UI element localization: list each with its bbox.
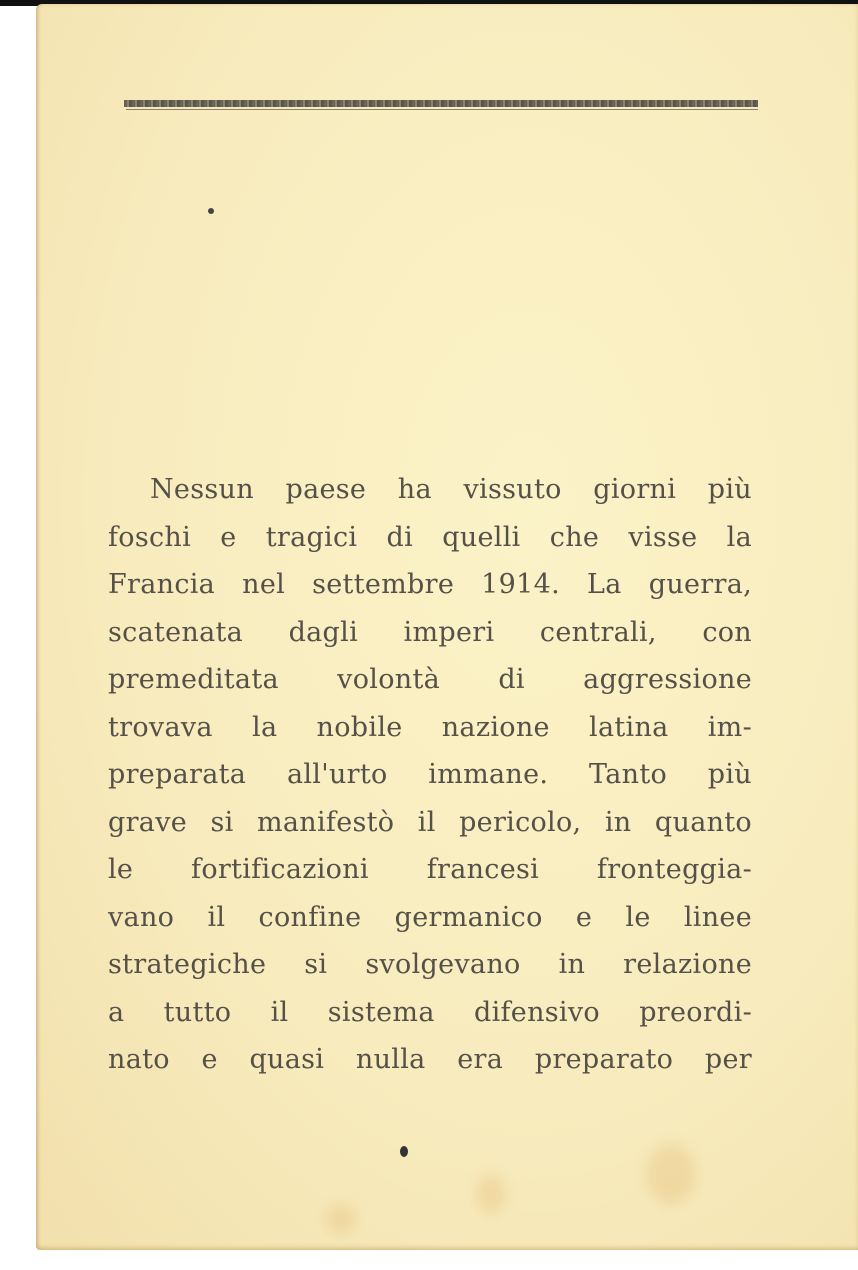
paper-stain xyxy=(326,1204,356,1234)
text-line: nato e quasi nulla era preparato per xyxy=(108,1044,752,1075)
paper-stain xyxy=(646,1144,696,1204)
text-line: Francia nel settembre 1914. La guerra, xyxy=(108,569,752,600)
text-line: strategiche si svolgevano in relazione xyxy=(108,949,752,980)
ink-speck xyxy=(400,1146,408,1157)
paper-stain xyxy=(476,1174,506,1214)
text-line: vano il confine germanico e le linee xyxy=(108,901,752,933)
text-line: foschi e tragici di quelli che visse la xyxy=(108,521,752,553)
text-line: premeditata volontà di aggressione xyxy=(108,664,752,695)
text-line: le fortificazioni francesi fronteggia- xyxy=(108,854,752,885)
text-line: preparata all'urto immane. Tanto più xyxy=(108,759,752,790)
text-line: scatenata dagli imperi centrali, con xyxy=(108,616,752,648)
body-paragraph xyxy=(108,466,752,1084)
ink-speck xyxy=(208,208,214,214)
text-line: grave si manifestò il pericolo, in quanto xyxy=(108,806,752,838)
text-line: Nessun paese ha vissuto giorni più xyxy=(150,474,752,505)
text-line: a tutto il sistema difensivo preordi- xyxy=(108,996,752,1028)
text-line: trovava la nobile nazione latina im- xyxy=(108,711,752,743)
decorative-rule-underline xyxy=(126,109,758,110)
decorative-rule xyxy=(124,100,758,107)
document-page xyxy=(36,4,858,1250)
